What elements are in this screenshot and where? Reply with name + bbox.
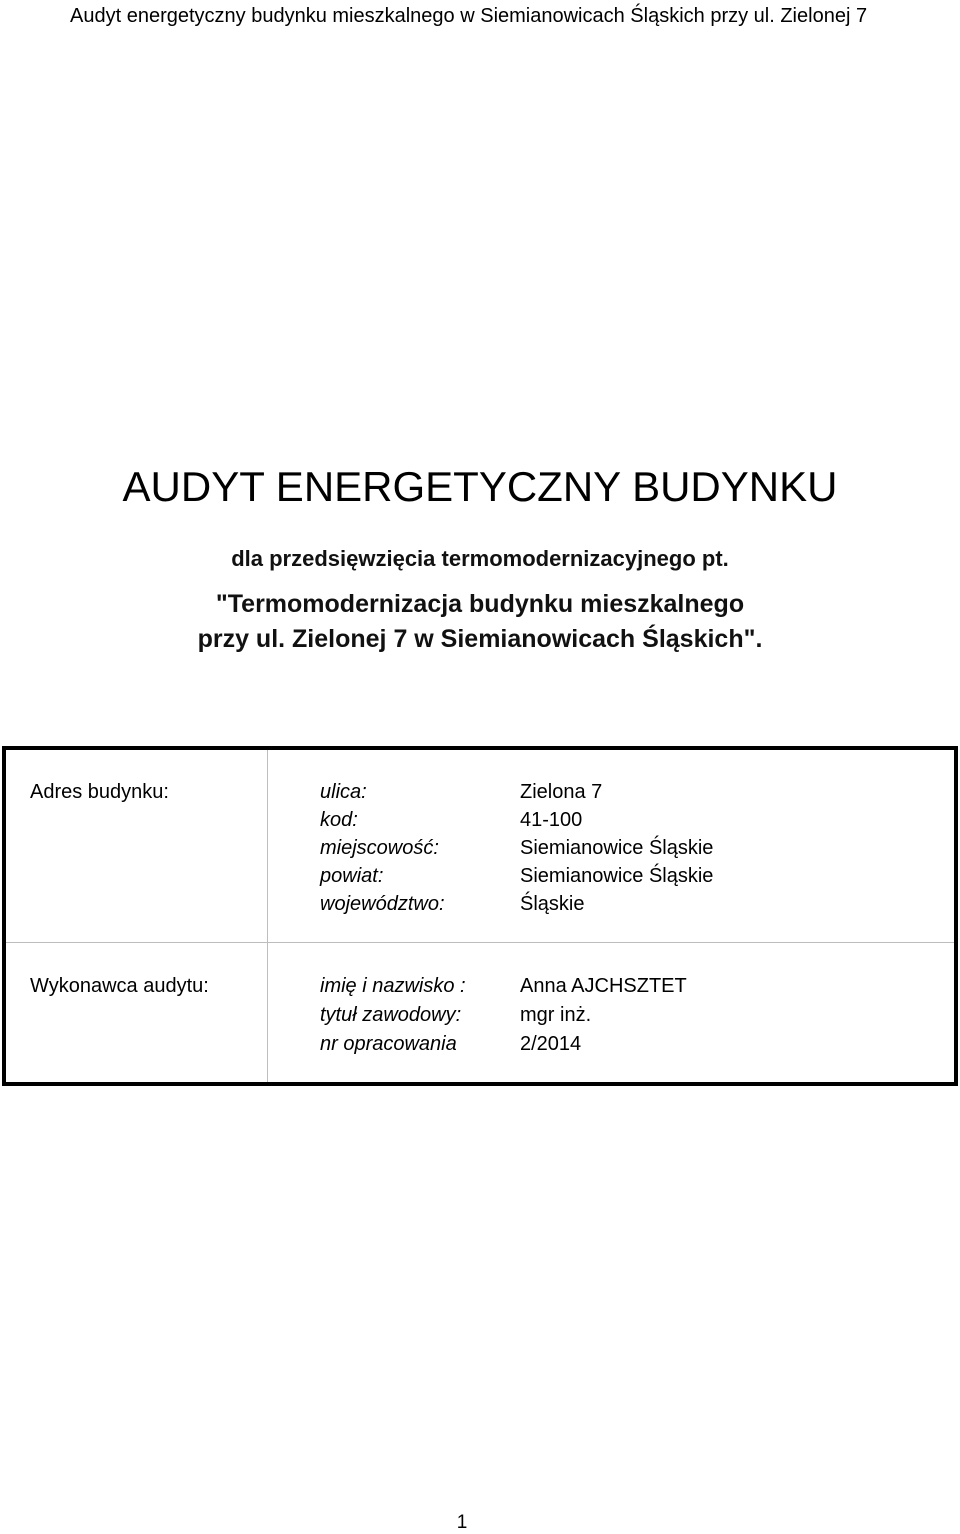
field-value: Śląskie xyxy=(520,893,585,915)
field-label: województwo: xyxy=(320,893,445,915)
field-label: kod: xyxy=(320,809,358,831)
row-divider xyxy=(6,942,954,943)
field-value: Siemianowice Śląskie xyxy=(520,837,714,859)
field-label: tytuł zawodowy: xyxy=(320,1004,462,1026)
field-value: 2/2014 xyxy=(520,1033,582,1055)
field-value: Anna AJCHSZTET xyxy=(520,975,687,997)
field-label: miejscowość: xyxy=(320,837,439,859)
column-divider xyxy=(267,750,268,1082)
running-header: Audyt energetyczny budynku mieszkalnego w Siemianowicach Śląskich przy ul. Zielonej 7 xyxy=(70,5,868,27)
field-value: mgr inż. xyxy=(520,1004,592,1026)
page-number: 1 xyxy=(456,1512,468,1533)
subtitle-line-1: dla przedsięwzięcia termomodernizacyjnego pt. xyxy=(231,546,729,571)
field-value: Zielona 7 xyxy=(520,781,603,803)
subtitle-line-3: przy ul. Zielonej 7 w Siemianowicach Śląskich". xyxy=(197,625,763,653)
auditor-section-label: Wykonawca audytu: xyxy=(30,975,209,997)
field-value: Siemianowice Śląskie xyxy=(520,865,714,887)
address-section-label: Adres budynku: xyxy=(30,781,169,803)
info-table xyxy=(2,746,958,1086)
field-value: 41-100 xyxy=(520,809,583,831)
document-title: AUDYT ENERGETYCZNY BUDYNKU xyxy=(122,463,838,510)
field-label: ulica: xyxy=(320,781,367,803)
field-label: imię i nazwisko : xyxy=(320,975,466,997)
subtitle-line-2: "Termomodernizacja budynku mieszkalnego xyxy=(215,590,745,618)
field-label: powiat: xyxy=(320,865,384,887)
field-label: nr opracowania xyxy=(320,1033,457,1055)
